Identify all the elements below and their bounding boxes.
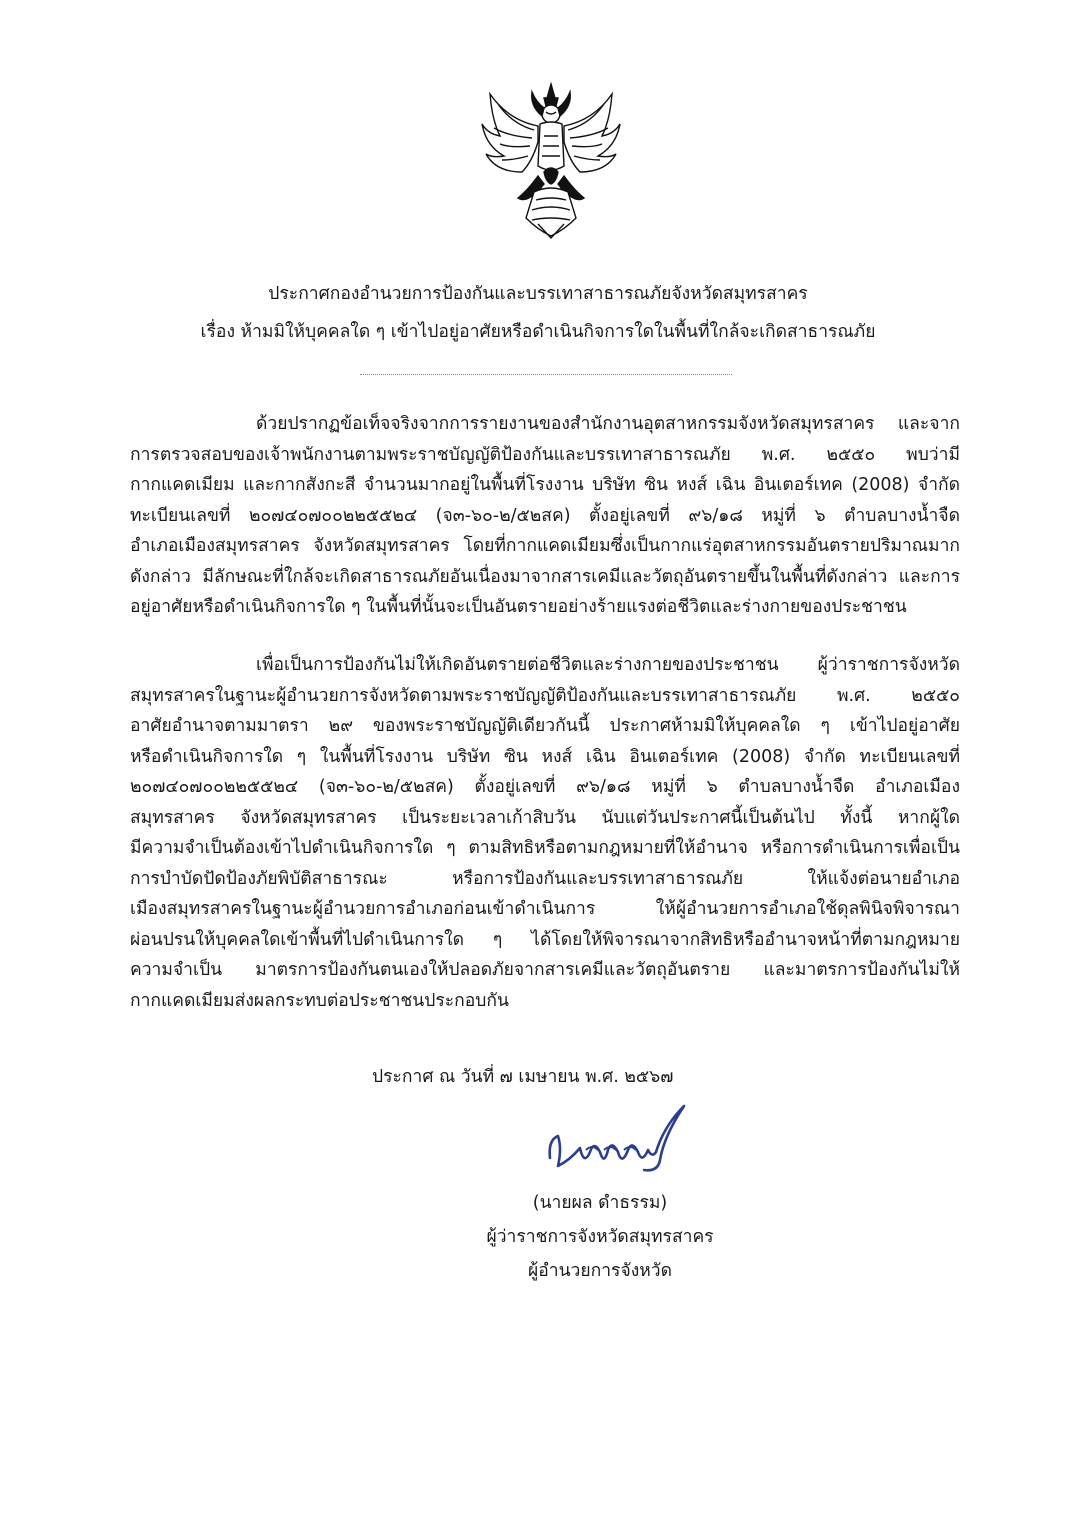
paragraph-2: [130, 650, 960, 1016]
handwritten-signature-icon: [540, 1096, 690, 1186]
text-line: การบำบัดปัดป้องภัยพิบัติสาธารณะ หรือการป้องกันและบรรเทาสาธารณภัย ให้แจ้งต่อนายอำเภอ: [130, 868, 960, 889]
announcement-title: ประกาศกองอำนวยการป้องกันและบรรเทาสาธารณภัยจังหวัดสมุทรสาคร: [268, 284, 808, 304]
text-line: ด้วยปรากฏข้อเท็จจริงจากการรายงานของสำนักงานอุตสาหกรรมจังหวัดสมุทรสาคร และจาก: [256, 414, 960, 434]
text-line: สมุทรสาครในฐานะผู้อำนวยการจังหวัดตามพระราชบัญญัติป้องกันและบรรเทาสาธารณภัย พ.ศ. ๒๕๕๐: [130, 685, 960, 706]
announcement-subject: เรื่อง ห้ามมิให้บุคคลใด ๆ เข้าไปอยู่อาศัยหรือดำเนินกิจการใดในพื้นที่ใกล้จะเกิดสาธารณภัย: [200, 322, 876, 342]
text-line: กากแคดเมียม และกากสังกะสี จำนวนมากอยู่ในพื้นที่โรงงาน บริษัท ซิน หงส์ เฉิน อินเตอร์เทค (2008) จำกัด: [130, 475, 960, 495]
garuda-emblem-icon: [478, 80, 624, 240]
text-line: กากแคดเมียมส่งผลกระทบต่อประชาชนประกอบกัน: [130, 990, 509, 1011]
signer-name: (นายผล ดำธรรม): [532, 1193, 668, 1213]
text-line: เพื่อเป็นการป้องกันไม่ให้เกิดอันตรายต่อชีวิตและร่างกายของประชาชน ผู้ว่าราชการจังหวัด: [256, 655, 960, 675]
text-line: สมุทรสาคร จังหวัดสมุทรสาคร เป็นระยะเวลาเก้าสิบวัน นับแต่วันประกาศนี้เป็นต้นไป ทั้งนี้ หากผู้ใด: [130, 807, 960, 828]
title-divider: [360, 374, 732, 375]
text-line: หรือดำเนินกิจการใด ๆ ในพื้นที่โรงงาน บริษัท ซิน หงส์ เฉิน อินเตอร์เทค (2008) จำกัด ทะเบียนเลขที่: [130, 746, 960, 767]
text-line: อำเภอเมืองสมุทรสาคร จังหวัดสมุทรสาคร โดยที่กากแคดเมียมซึ่งเป็นกากแร่อุตสาหกรรมอันตรายปริมาณมาก: [130, 536, 960, 556]
text-line: ผ่อนปรนให้บุคคลใดเข้าพื้นที่ไปดำเนินการใด ๆ ได้โดยให้พิจารณาจากสิทธิหรืออำนาจหน้าที่ตามกฎหมาย: [130, 929, 960, 950]
text-line: มีความจำเป็นต้องเข้าไปดำเนินกิจการใด ๆ ตามสิทธิหรือตามกฎหมายที่ให้อำนาจ หรือการดำเนินการเพื่อเป็น: [130, 838, 960, 858]
text-line: อาศัยอำนาจตามมาตรา ๒๙ ของพระราชบัญญัติเดียวกันนี้ ประกาศห้ามมิให้บุคคลใด ๆ เข้าไปอยู่อาศัย: [130, 716, 960, 736]
text-line: อยู่อาศัยหรือดำเนินกิจการใด ๆ ในพื้นที่นั้นจะเป็นอันตรายอย่างร้ายแรงต่อชีวิตและร่างกายของประชาชน: [130, 597, 907, 617]
paragraph-1: [130, 409, 960, 623]
text-line: การตรวจสอบของเจ้าพนักงานตามพระราชบัญญัติป้องกันและบรรเทาสาธารณภัย พ.ศ. ๒๕๕๐ พบว่ามี: [130, 444, 960, 465]
signer-title: ผู้ว่าราชการจังหวัดสมุทรสาคร: [486, 1227, 714, 1247]
announcement-date: ประกาศ ณ วันที่ ๗ เมษายน พ.ศ. ๒๕๖๗: [372, 1067, 674, 1087]
signer-role: ผู้อำนวยการจังหวัด: [528, 1261, 672, 1281]
text-line: ทะเบียนเลขที่ ๒๐๗๔๐๗๐๐๒๒๕๕๒๔ (จ๓-๖๐-๒/๕๒สค) ตั้งอยู่เลขที่ ๙๖/๑๘ หมู่ที่ ๖ ตำบลบางน้ำจืด: [130, 505, 960, 526]
text-line: ดังกล่าว มีลักษณะที่ใกล้จะเกิดสาธารณภัยอันเนื่องมาจากสารเคมีและวัตถุอันตรายขึ้นในพื้นที่ดังกล่าว และการ: [130, 566, 960, 587]
text-line: ความจำเป็น มาตรการป้องกันตนเองให้ปลอดภัยจากสารเคมีและวัตถุอันตราย และมาตรการป้องกันไม่ให้: [130, 960, 960, 980]
text-line: เมืองสมุทรสาครในฐานะผู้อำนวยการอำเภอก่อนเข้าดำเนินการ ให้ผู้อำนวยการอำเภอใช้ดุลพินิจพิจารณา: [130, 899, 960, 919]
text-line: ๒๐๗๔๐๗๐๐๒๒๕๕๒๔ (จ๓-๖๐-๒/๕๒สค) ตั้งอยู่เลขที่ ๙๖/๑๘ หมู่ที่ ๖ ตำบลบางน้ำจืด อำเภอเมือง: [130, 777, 960, 797]
